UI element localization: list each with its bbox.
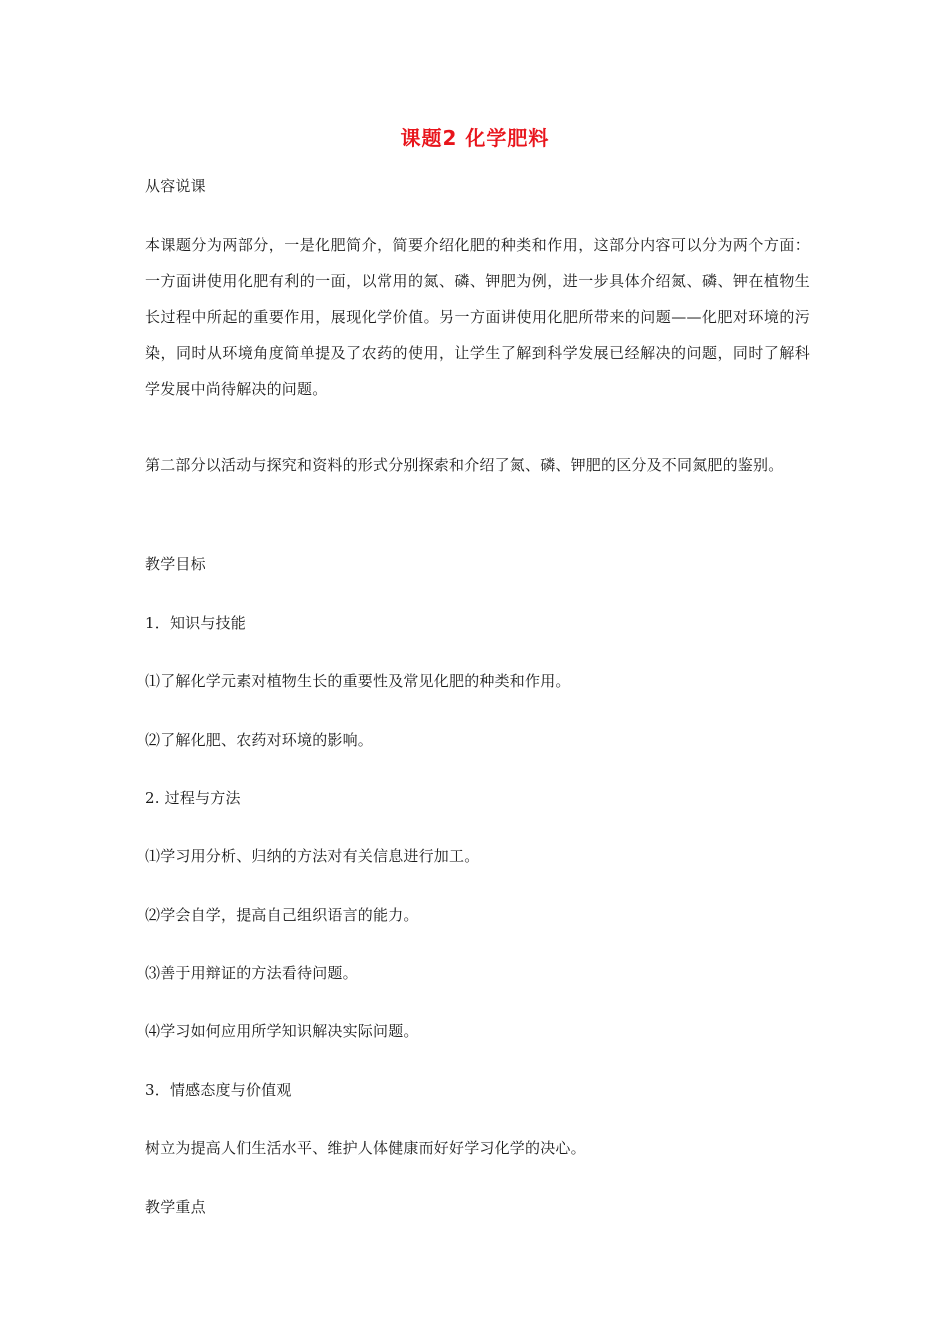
goal-item: ⑵学会自学，提高自己组织语言的能力。: [145, 906, 419, 924]
section-heading-goals: 教学目标: [145, 555, 206, 573]
section-heading-focus: 教学重点: [145, 1198, 206, 1216]
subheading-process-methods: 2. 过程与方法: [145, 789, 241, 807]
goal-item: 树立为提高人们生活水平、维护人体健康而好好学习化学的决心。: [145, 1139, 586, 1157]
page-title: 课题2 化学肥料: [400, 126, 550, 150]
subheading-knowledge-skills: 1．知识与技能: [145, 614, 246, 632]
subheading-attitudes-values: 3．情感态度与价值观: [145, 1081, 292, 1099]
intro-paragraph-1: 本课题分为两部分，一是化肥简介，简要介绍化肥的种类和作用，这部分内容可以分为两个方面：一方面讲使用化肥有利的一面，以常用的氮、磷、钾肥为例，进一步具体介绍氮、磷、钾在植物生长过程中所起的重要作用，展现化学价值。另一方面讲使用化肥所带来的问题——化肥对环境的污染，同时从环境角度简单提及了农药的使用，让学生了解到科学发展已经解决的问题，同时了解科学发展中尚待解决的问题。: [145, 236, 810, 398]
goal-item: ⑵了解化肥、农药对环境的影响。: [145, 731, 374, 749]
goal-item: ⑴了解化学元素对植物生长的重要性及常见化肥的种类和作用。: [145, 672, 571, 690]
goal-item: ⑶善于用辩证的方法看待问题。: [145, 964, 358, 982]
goal-item: ⑴学习用分析、归纳的方法对有关信息进行加工。: [145, 847, 480, 865]
goal-item: ⑷学习如何应用所学知识解决实际问题。: [145, 1022, 419, 1040]
intro-paragraph-2: 第二部分以活动与探究和资料的形式分别探索和介绍了氮、磷、钾肥的区分及不同氮肥的鉴别。: [145, 456, 784, 474]
section-heading-intro: 从容说课: [145, 177, 206, 195]
